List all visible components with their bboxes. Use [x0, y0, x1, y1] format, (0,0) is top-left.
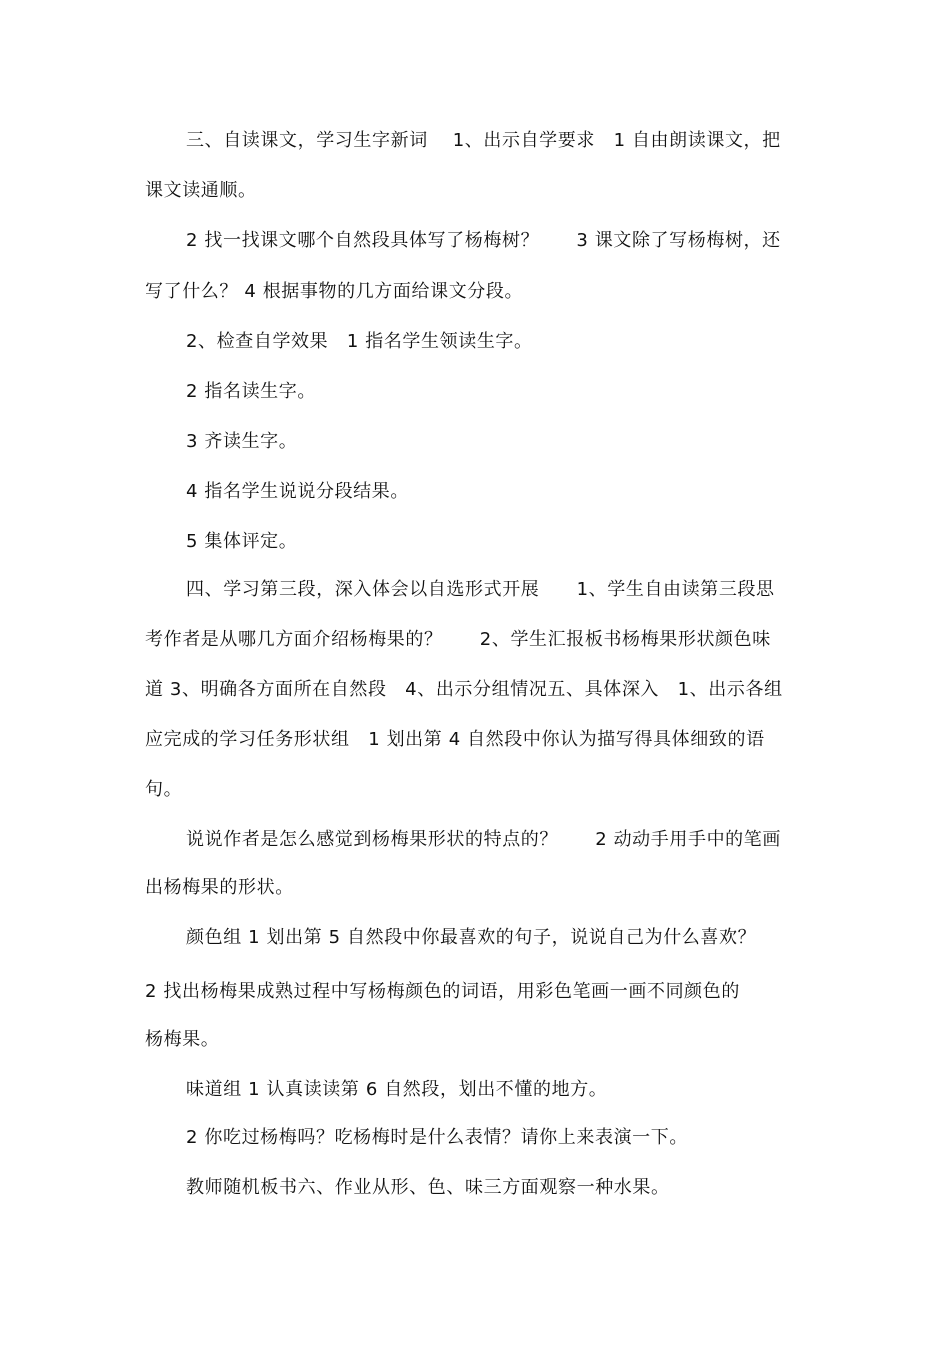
- text-line: 颜色组 1 划出第 5 自然段中你最喜欢的句子，说说自己为什么喜欢？: [186, 927, 757, 948]
- text-line: 写了什么？ 4 根据事物的几方面给课文分段。: [145, 281, 524, 302]
- text-line: 教师随机板书六、作业从形、色、味三方面观察一种水果。: [186, 1177, 670, 1198]
- text-line: 2 找一找课文哪个自然段具体写了杨梅树？ 3 课文除了写杨梅树，还: [186, 230, 781, 251]
- text-line: 应完成的学习任务形状组 1 划出第 4 自然段中你认为描写得具体细致的语: [145, 729, 765, 750]
- text-line: 2 找出杨梅果成熟过程中写杨梅颜色的词语，用彩色笔画一画不同颜色的: [145, 981, 740, 1002]
- text-line: 2 指名读生字。: [186, 381, 316, 402]
- text-line: 4 指名学生说说分段结果。: [186, 481, 409, 502]
- text-line: 句。: [145, 779, 183, 800]
- text-line: 3 齐读生字。: [186, 431, 298, 452]
- text-line: 杨梅果。: [145, 1029, 220, 1050]
- text-line: 说说作者是怎么感觉到杨梅果形状的特点的？ 2 动动手用手中的笔画: [186, 829, 781, 850]
- text-line: 四、学习第三段，深入体会以自选形式开展 1、学生自由读第三段思: [186, 579, 775, 600]
- text-line: 出杨梅果的形状。: [145, 877, 294, 898]
- text-line: 2 你吃过杨梅吗？吃杨梅时是什么表情？请你上来表演一下。: [186, 1127, 688, 1148]
- text-line: 5 集体评定。: [186, 531, 298, 552]
- text-line: 三、自读课文，学习生字新词 1、出示自学要求 1 自由朗读课文，把: [186, 130, 781, 151]
- text-line: 课文读通顺。: [145, 180, 257, 201]
- text-line: 2、检查自学效果 1 指名学生领读生字。: [186, 331, 533, 352]
- text-line: 考作者是从哪几方面介绍杨梅果的？ 2、学生汇报板书杨梅果形状颜色味: [145, 629, 771, 650]
- text-line: 味道组 1 认真读读第 6 自然段，划出不懂的地方。: [186, 1079, 608, 1100]
- text-line: 道 3、明确各方面所在自然段 4、出示分组情况五、具体深入 1、出示各组: [145, 679, 783, 700]
